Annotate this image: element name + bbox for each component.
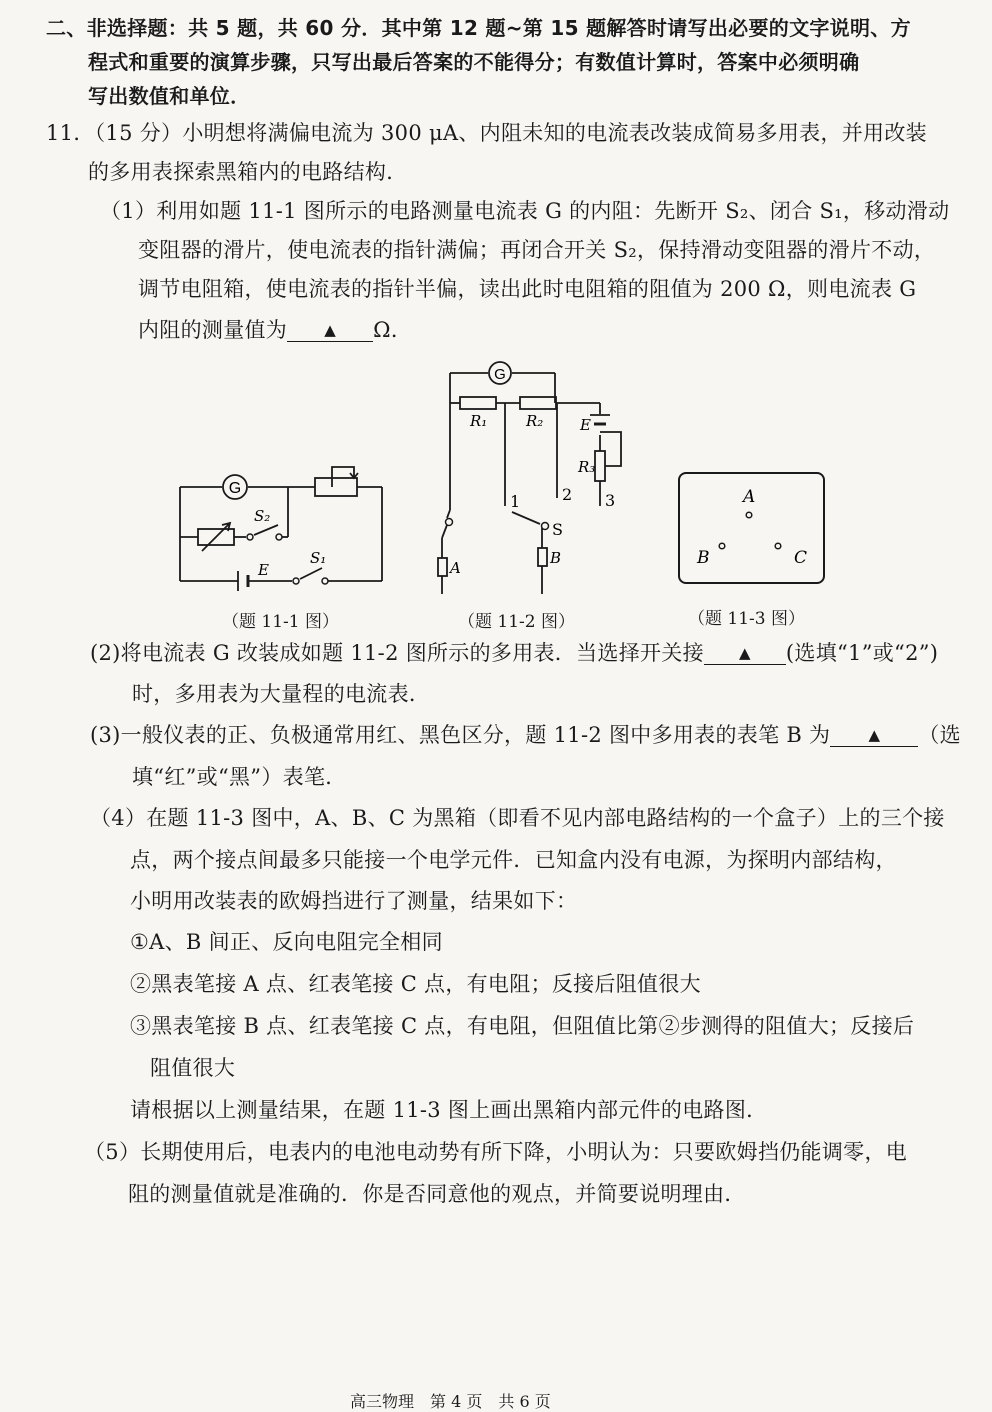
q11-part4-item3-line1: ③黑表笔接 B 点、红表笔接 C 点，有电阻，但阻值比第②步测得的阻值大；反接后 <box>130 1014 915 1038</box>
q11-part4-line1: （4）在题 11-3 图中，A、B、C 为黑箱（即看不见内部电路结构的一个盒子）上的三个接 <box>90 806 945 830</box>
section-heading-line3: 写出数值和单位． <box>88 84 251 108</box>
fig2-label-1: 1 <box>510 492 521 511</box>
fig2-label-r3: R₃ <box>578 458 596 476</box>
q11-part2-answer-blank[interactable] <box>704 643 786 665</box>
figure-11-2-caption: （题 11-2 图） <box>458 612 575 632</box>
section-heading-line1: 二、非选择题：共 5 题，共 60 分．其中第 12 题~第 15 题解答时请写出必要的文字说明、方 <box>46 16 911 40</box>
q11-part4-instruction: 请根据以上测量结果，在题 11-3 图上画出黑箱内部元件的电路图． <box>130 1098 768 1122</box>
fig1-label-s2: S₂ <box>254 507 271 525</box>
fig2-label-2: 2 <box>562 485 573 504</box>
fig1-label-e: E <box>258 561 269 579</box>
fig2-label-b: B <box>550 549 562 567</box>
fig2-label-s: S <box>552 520 563 539</box>
fig1-label-g: G <box>228 480 242 497</box>
fig3-label-a: A <box>743 487 756 507</box>
q11-intro-line2: 的多用表探索黑箱内的电路结构． <box>88 160 408 184</box>
blank-marker: ▲ <box>868 726 881 744</box>
blank-marker: ▲ <box>738 644 751 662</box>
page-footer: 高三物理 第 4 页 共 6 页 <box>350 1392 551 1411</box>
fig2-label-a: A <box>450 559 461 577</box>
q11-part1-unit: Ω． <box>373 318 413 342</box>
figure-11-1-circuit <box>170 465 400 595</box>
q11-part4-item1: ①A、B 间正、反向电阻完全相同 <box>130 930 443 954</box>
q11-part4-line3: 小明用改装表的欧姆挡进行了测量，结果如下： <box>130 889 578 913</box>
fig2-label-r1: R₁ <box>470 412 488 430</box>
q11-part3-hint: （选 <box>918 723 961 747</box>
q11-part1-line1: （1）利用如题 11-1 图所示的电路测量电流表 G 的内阻：先断开 S₂、闭合 S₁，移动滑动 <box>100 199 950 223</box>
q11-part3-line2: 填“红”或“黑”）表笔． <box>132 765 347 789</box>
q11-part1-line4 <box>138 320 412 342</box>
q11-part5-line2: 阻的测量值就是准确的．你是否同意他的观点，并简要说明理由． <box>128 1182 746 1206</box>
q11-part3-text: (3)一般仪表的正、负极通常用红、黑色区分，题 11-2 图中多用表的表笔 B 为 <box>90 723 831 747</box>
q11-intro-line1: 11．（15 分）小明想将满偏电流为 300 μA、内阻未知的电流表改装成简易多用表，并用改装 <box>46 121 927 145</box>
fig2-label-r2: R₂ <box>526 412 544 430</box>
fig3-label-c: C <box>794 548 808 568</box>
figure-11-2-multimeter <box>430 360 640 600</box>
section-heading-line2: 程式和重要的演算步骤，只写出最后答案的不能得分；有数值计算时，答案中必须明确 <box>88 50 860 74</box>
q11-part4-item3-line2: 阻值很大 <box>150 1056 236 1080</box>
fig1-label-s1: S₁ <box>310 549 327 567</box>
q11-part1-line2: 变阻器的滑片，使电流表的指针满偏；再闭合开关 S₂，保持滑动变阻器的滑片不动， <box>138 238 936 262</box>
fig3-label-b: B <box>697 548 710 568</box>
blank-marker: ▲ <box>324 321 337 339</box>
q11-part5-line1: （5）长期使用后，电表内的电池电动势有所下降，小明认为：只要欧姆挡仍能调零，电 <box>84 1140 908 1164</box>
fig2-label-3: 3 <box>605 491 616 510</box>
q11-part2-hint: (选填“1”或“2”) <box>785 641 939 665</box>
q11-part4-item2: ②黑表笔接 A 点、红表笔接 C 点，有电阻；反接后阻值很大 <box>130 972 701 996</box>
q11-part2-line1 <box>90 643 938 665</box>
figure-11-1-caption: （题 11-1 图） <box>222 612 339 632</box>
fig2-label-g: G <box>494 366 506 383</box>
q11-part2-text: (2)将电流表 G 改装成如题 11-2 图所示的多用表．当选择开关接 <box>90 641 704 665</box>
q11-part1-line3: 调节电阻箱，使电流表的指针半偏，读出此时电阻箱的阻值为 200 Ω，则电流表 G <box>138 277 917 301</box>
q11-part4-line2: 点，两个接点间最多只能接一个电学元件．已知盒内没有电源，为探明内部结构， <box>130 848 897 872</box>
q11-part3-answer-blank[interactable] <box>830 725 918 747</box>
q11-part1-answer-blank[interactable] <box>287 320 373 342</box>
figure-11-3-black-box <box>676 470 828 586</box>
figure-11-3-caption: （题 11-3 图） <box>688 609 805 629</box>
q11-part1-text: 内阻的测量值为 <box>138 318 288 342</box>
q11-part2-line2: 时，多用表为大量程的电流表． <box>132 682 431 706</box>
fig2-label-e: E <box>580 416 591 434</box>
q11-part3-line1 <box>90 725 961 747</box>
